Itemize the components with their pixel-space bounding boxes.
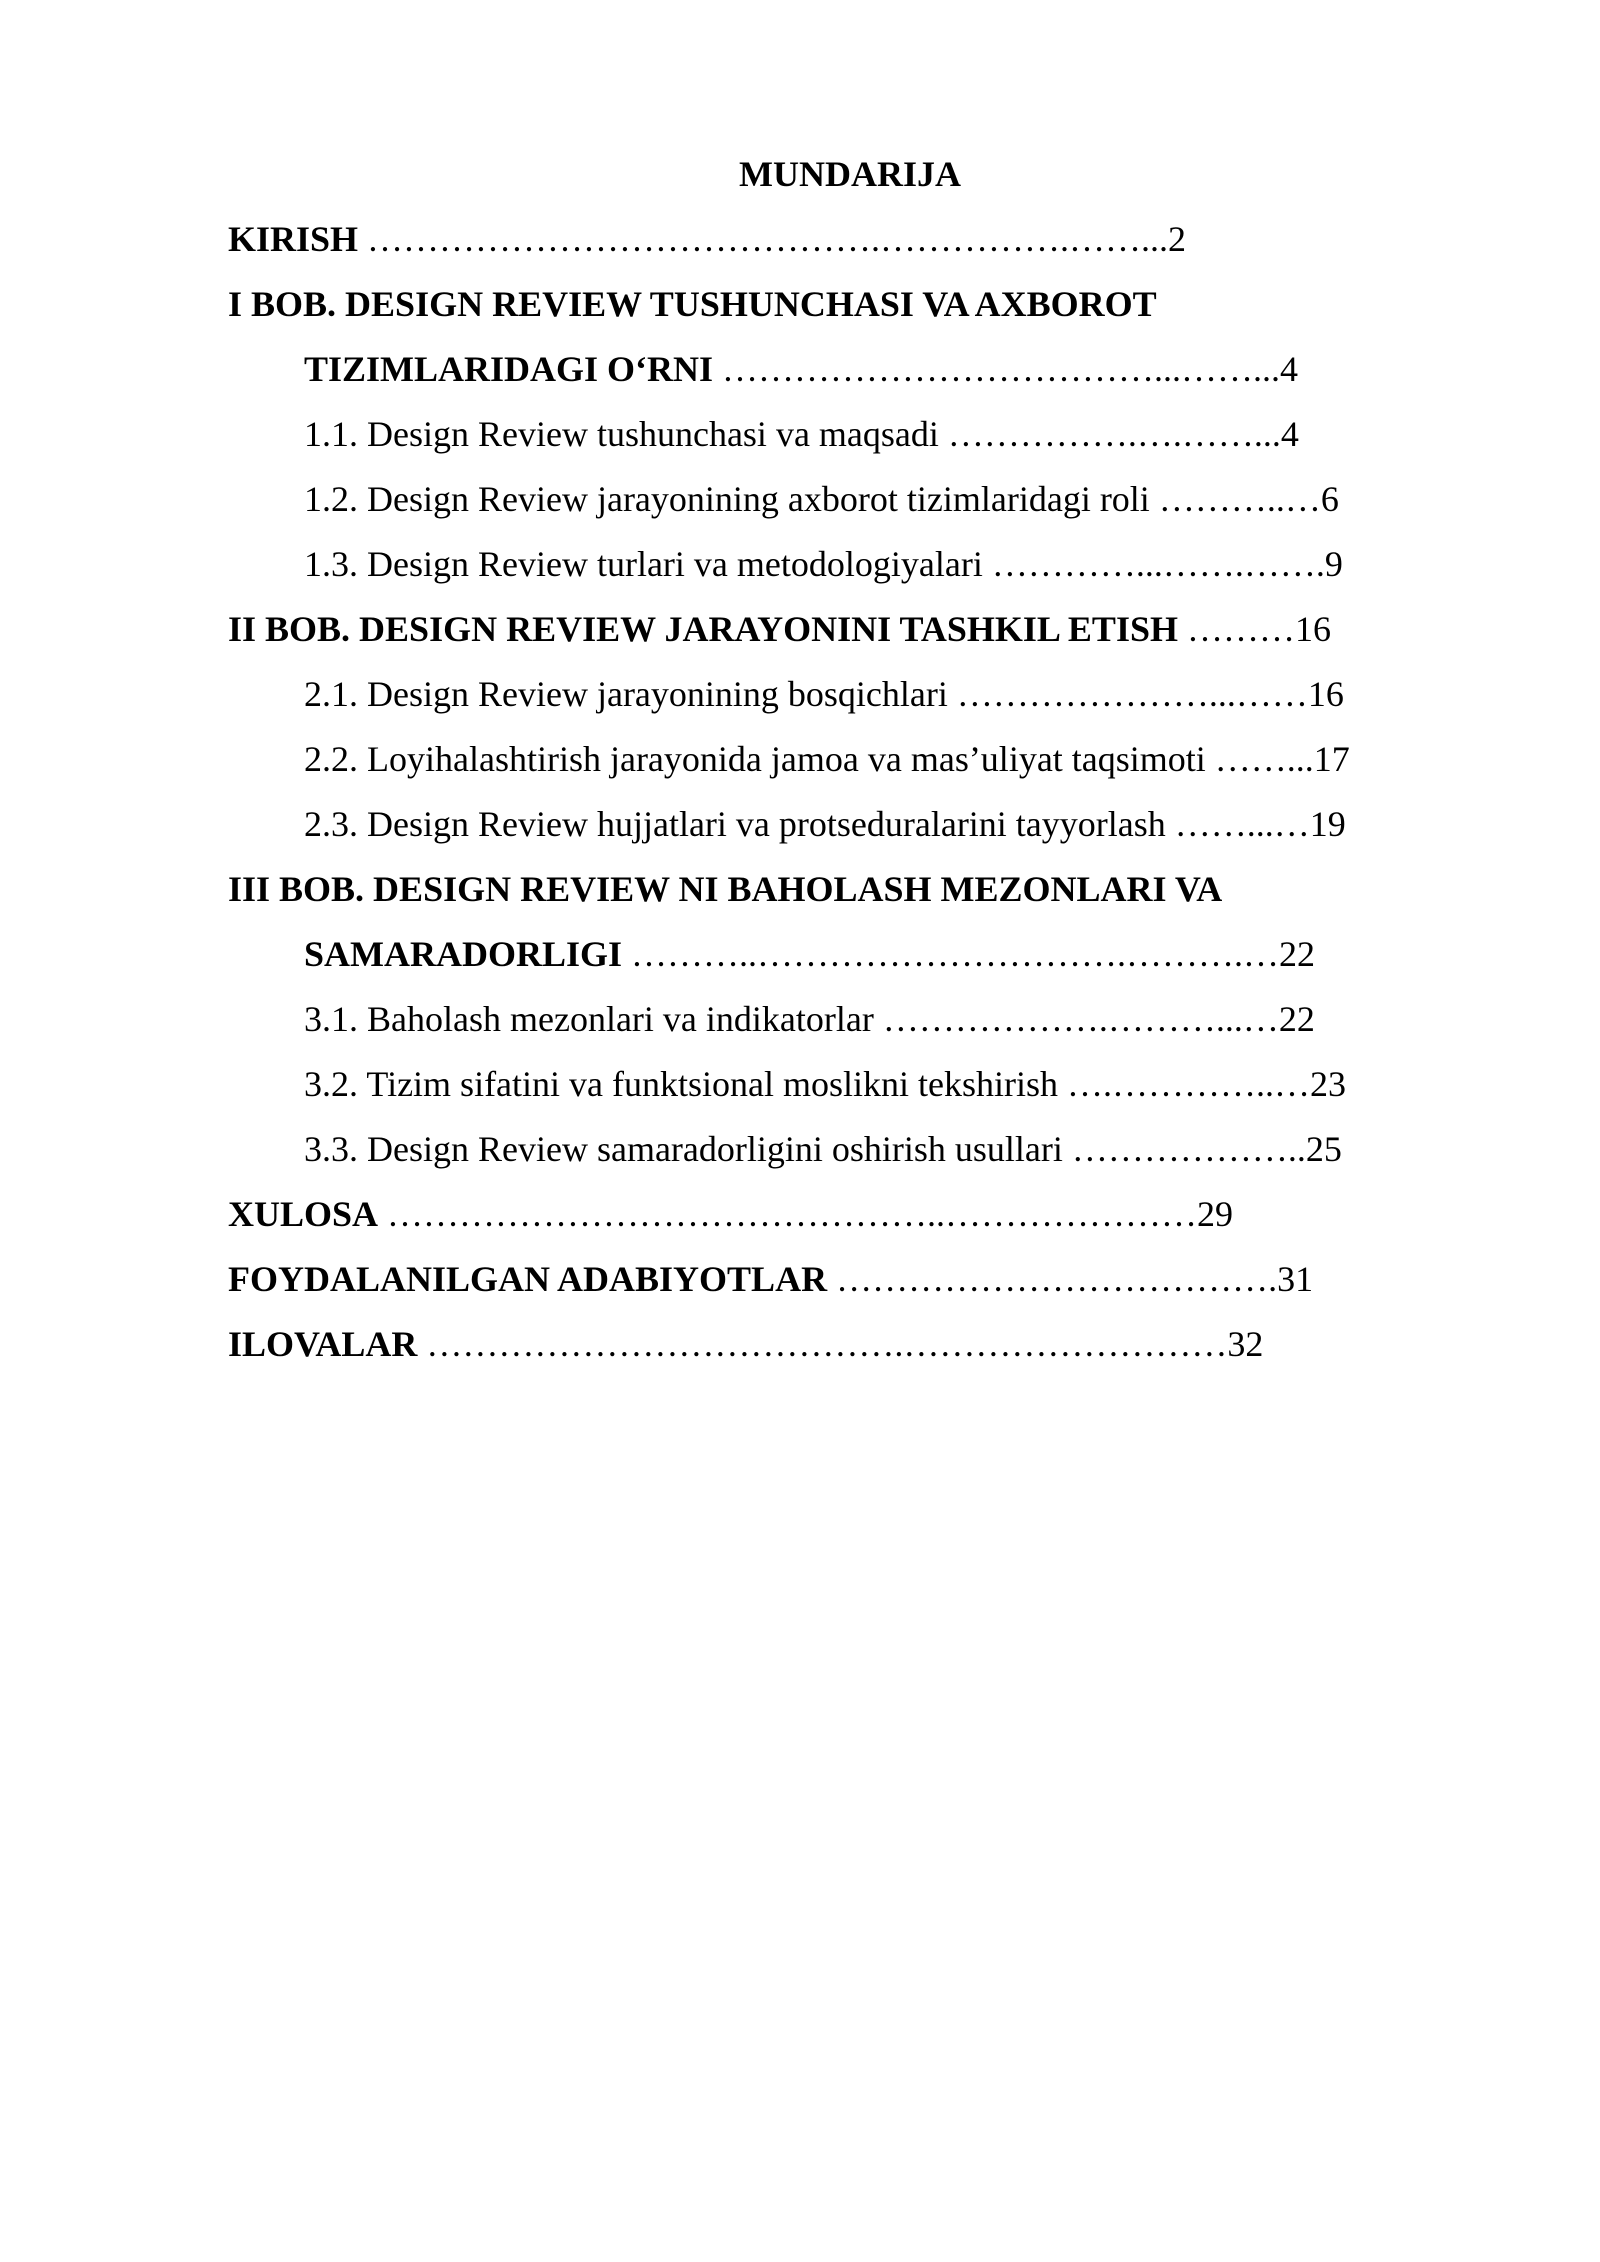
toc-entry-leader: ……...… <box>1165 804 1310 844</box>
toc-entry-page: 23 <box>1310 1064 1347 1104</box>
toc-entry-label: II BOB. DESIGN REVIEW JARAYONINI TASHKIL ETISH <box>228 609 1178 649</box>
toc-entry-chapter-3-cont <box>304 930 1315 978</box>
toc-entry-leader: ….…………..… <box>1058 1064 1311 1104</box>
toc-entry-leader: ……... <box>1205 739 1314 779</box>
toc-entry-page: 22 <box>1278 999 1315 1039</box>
toc-entry-label: TIZIMLARIDAGI O‘RNI <box>304 349 714 389</box>
toc-entry-chapter-3 <box>228 865 1222 913</box>
toc-entry-label: I BOB. DESIGN REVIEW TUSHUNCHASI VA AXBOROT <box>228 284 1157 324</box>
toc-entry-3-1 <box>304 995 1315 1043</box>
toc-entry-label: 1.1. Design Review tushunchasi va maqsadi <box>304 414 939 454</box>
toc-entry-chapter-1-cont <box>304 345 1298 393</box>
toc-entry-label: KIRISH <box>228 219 359 259</box>
toc-entry-page: 6 <box>1320 479 1339 519</box>
toc-entry-2-3 <box>304 800 1346 848</box>
toc-entry-leader: ………..… <box>1149 479 1321 519</box>
toc-entry-page: 16 <box>1307 674 1344 714</box>
toc-entry-label: ILOVALAR <box>228 1324 418 1364</box>
toc-entry-2-1 <box>304 670 1344 718</box>
toc-entry-label: 2.2. Loyihalashtirish jarayonida jamoa va mas’uliyat taqsimoti <box>304 739 1206 779</box>
toc-entry-1-3 <box>304 540 1343 588</box>
toc-entry-page: 19 <box>1309 804 1346 844</box>
toc-entry-label: III BOB. DESIGN REVIEW NI BAHOLASH MEZONLARI VA <box>228 869 1223 909</box>
toc-entry-label: 1.2. Design Review jarayonining axborot tizimlaridagi roli <box>304 479 1150 519</box>
toc-entry-page: 4 <box>1280 349 1299 389</box>
toc-entry-page: 32 <box>1227 1324 1264 1364</box>
toc-entry-page: 9 <box>1324 544 1343 584</box>
toc-entry-chapter-2 <box>228 605 1331 653</box>
toc-entry-leader: ………..………………………….……….… <box>622 934 1280 974</box>
toc-entry-adabiyotlar <box>228 1255 1313 1303</box>
toc-entry-leader: ………………………………. <box>827 1259 1278 1299</box>
toc-entry-page: 25 <box>1305 1129 1342 1169</box>
toc-entry-leader: ………………………………….……………………… <box>417 1324 1228 1364</box>
toc-entry-page: 31 <box>1277 1259 1314 1299</box>
toc-entry-1-1 <box>304 410 1299 458</box>
toc-entry-leader: …………………...…… <box>947 674 1308 714</box>
toc-title: MUNDARIJA <box>739 154 961 194</box>
toc-entry-kirish <box>228 215 1186 263</box>
toc-entry-label: SAMARADORLIGI <box>304 934 623 974</box>
toc-entry-3-3 <box>304 1125 1342 1173</box>
toc-entry-page: 29 <box>1197 1194 1234 1234</box>
toc-entry-label: 3.3. Design Review samaradorligini oshirish usullari <box>304 1129 1063 1169</box>
toc-entry-2-2 <box>304 735 1350 783</box>
toc-entry-leader: …………………………………….…………….……... <box>358 219 1169 259</box>
toc-entry-label: 2.3. Design Review hujjatlari va protseduralarini tayyorlash <box>304 804 1166 844</box>
toc-entry-leader: ……… <box>1177 609 1295 649</box>
toc-entry-label: FOYDALANILGAN ADABIYOTLAR <box>228 1259 828 1299</box>
toc-entry-label: 3.2. Tizim sifatini va funktsional moslikni tekshirish <box>304 1064 1059 1104</box>
toc-entry-leader: ………………………………...……... <box>713 349 1281 389</box>
toc-entry-label: 3.1. Baholash mezonlari va indikatorlar <box>304 999 874 1039</box>
toc-entry-page: 17 <box>1313 739 1350 779</box>
toc-entry-leader: ………………………………………..………………… <box>378 1194 1198 1234</box>
toc-entry-leader: …………….….……... <box>938 414 1281 454</box>
toc-entry-chapter-1 <box>228 280 1157 328</box>
toc-entry-page: 4 <box>1280 414 1299 454</box>
toc-entry-label: 1.3. Design Review turlari va metodologiyalari <box>304 544 983 584</box>
toc-entry-ilovalar <box>228 1320 1263 1368</box>
toc-entry-leader: ……………….………...… <box>873 999 1279 1039</box>
toc-entry-xulosa <box>228 1190 1233 1238</box>
toc-entry-label: 2.1. Design Review jarayonining bosqichlari <box>304 674 948 714</box>
toc-entry-leader: …………...…….……. <box>982 544 1325 584</box>
toc-entry-3-2 <box>304 1060 1346 1108</box>
toc-entry-label: XULOSA <box>228 1194 379 1234</box>
toc-entry-1-2 <box>304 475 1339 523</box>
toc-entry-leader: ……………….. <box>1062 1129 1306 1169</box>
toc-entry-page: 2 <box>1168 219 1187 259</box>
toc-entry-page: 22 <box>1279 934 1316 974</box>
toc-entry-page: 16 <box>1294 609 1331 649</box>
